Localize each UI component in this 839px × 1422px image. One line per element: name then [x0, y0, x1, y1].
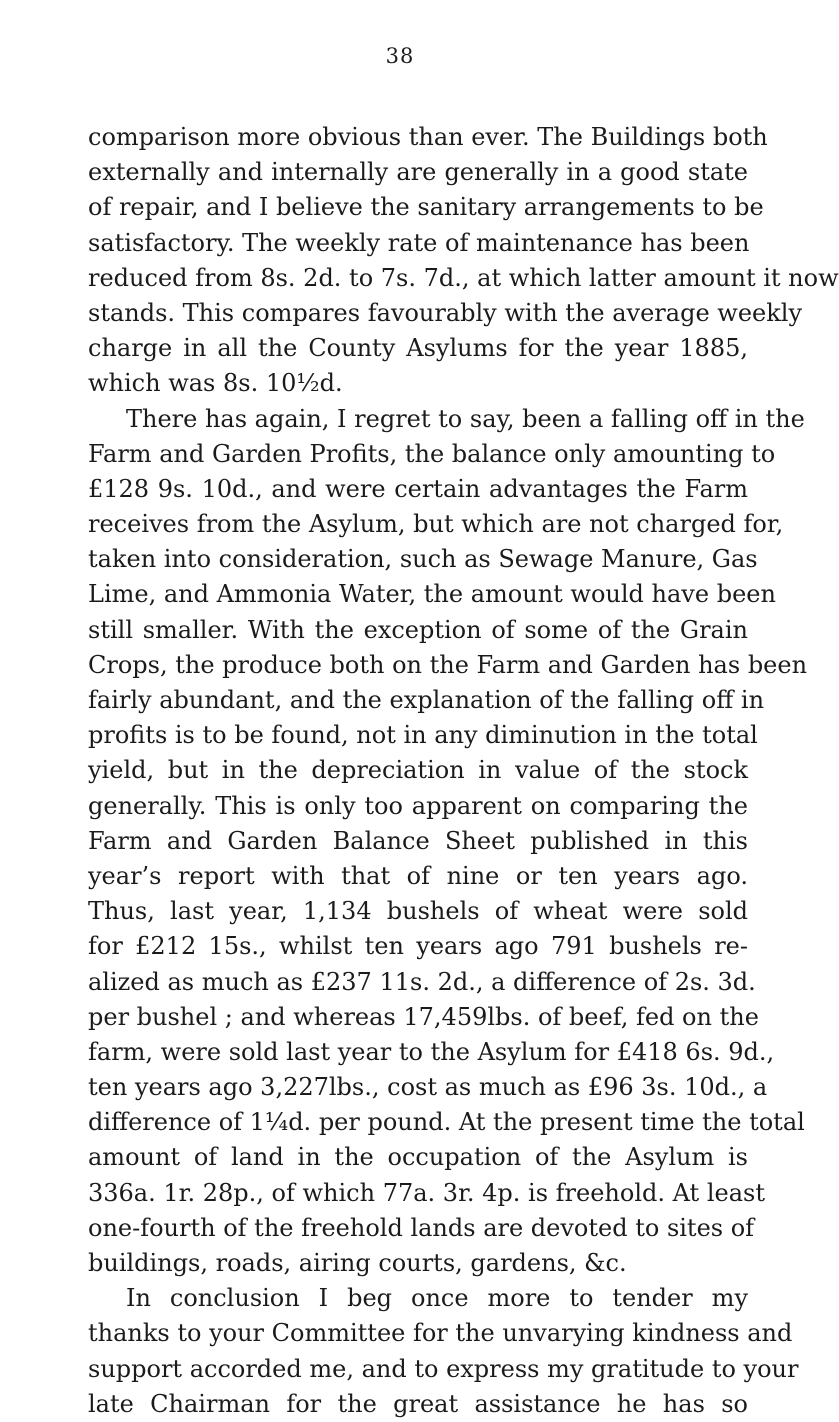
text-line: farm, were sold last year to the Asylum for £418 6s. 9d., [88, 1037, 775, 1066]
text-line: support accorded me, and to express my gratitude to your [88, 1354, 799, 1383]
text-line: reduced from 8s. 2d. to 7s. 7d., at which latter amount it now [88, 263, 839, 292]
text-line: one-fourth of the freehold lands are devoted to sites of [88, 1213, 755, 1242]
body-text [88, 120, 839, 1422]
text-line: There has again, I regret to say, been a falling off in the [126, 404, 805, 433]
paragraph [88, 1281, 799, 1422]
text-line: for £212 15s., whilst ten years ago 791 bushels re- [88, 932, 748, 961]
text-line: profits is to be found, not in any diminution in the total [88, 721, 758, 750]
paragraph [88, 120, 839, 402]
text-line: satisfactory. The weekly rate of maintenance has been [88, 228, 750, 257]
text-line: of repair, and I believe the sanitary arrangements to be [88, 193, 764, 222]
text-line: generally. This is only too apparent on comparing the [88, 791, 748, 820]
text-line: difference of 1¼d. per pound. At the present time the total [88, 1108, 805, 1137]
text-line: late Chairman for the great assistance he has so [88, 1389, 748, 1418]
text-line: £128 9s. 10d., and were certain advantages the Farm [88, 474, 748, 503]
text-line: per bushel ; and whereas 17,459lbs. of beef, fed on the [88, 1002, 759, 1031]
text-line: Lime, and Ammonia Water, the amount would have been [88, 580, 776, 609]
text-line: year’s report with that of nine or ten years ago. [88, 861, 748, 890]
text-line: Farm and Garden Profits, the balance only amounting to [88, 439, 776, 468]
page-number: 38 [385, 44, 415, 68]
text-line: In conclusion I beg once more to tender my [126, 1284, 748, 1313]
text-line: Farm and Garden Balance Sheet published in this [88, 826, 748, 855]
text-line: thanks to your Committee for the unvarying kindness and [88, 1319, 793, 1348]
text-line: charge in all the County Asylums for the year 1885, [88, 334, 748, 363]
text-line: fairly abundant, and the explanation of the falling off in [88, 686, 765, 714]
text-line: amount of land in the occupation of the Asylum is [88, 1143, 748, 1172]
paragraph [88, 402, 808, 1282]
text-line: still smaller. With the exception of some of the Grain [88, 615, 748, 644]
text-line: 336a. 1r. 28p., of which 77a. 3r. 4p. is freehold. At least [88, 1178, 765, 1207]
text-line: buildings, roads, airing courts, gardens, &c. [88, 1249, 627, 1277]
text-line: receives from the Asylum, but which are not charged for, [88, 510, 784, 539]
text-line: yield, but in the depreciation in value of the stock [88, 756, 748, 785]
text-line: which was 8s. 10½d. [88, 369, 343, 398]
text-line: taken into consideration, such as Sewage Manure, Gas [88, 545, 758, 574]
text-line: ten years ago 3,227lbs., cost as much as £96 3s. 10d., a [88, 1073, 768, 1102]
text-line: Crops, the produce both on the Farm and Garden has been [88, 650, 808, 679]
text-line: alized as much as £237 11s. 2d., a difference of 2s. 3d. [88, 967, 756, 996]
text-line: stands. This compares favourably with the average weekly [88, 298, 803, 327]
text-line: comparison more obvious than ever. The Buildings both [88, 123, 768, 151]
text-line: Thus, last year, 1,134 bushels of wheat were sold [88, 897, 748, 926]
text-line: externally and internally are generally in a good state [88, 158, 748, 187]
